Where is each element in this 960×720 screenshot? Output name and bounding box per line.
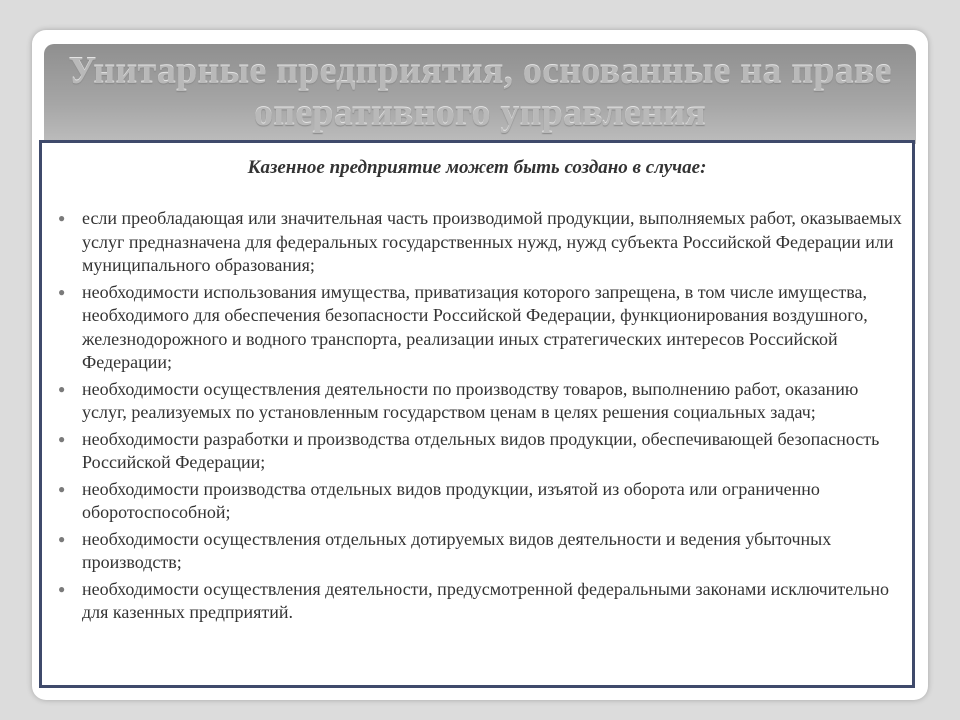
list-item-text: необходимости осуществления отдельных дотируемых видов деятельности и ведения убыточных производств;: [82, 528, 832, 572]
list-item: [58, 578, 906, 625]
bullet-icon: ●: [58, 581, 66, 596]
list-item-text: необходимости осуществления деятельности, предусмотренной федеральными законами исключительно для казенных предприятий.: [82, 578, 890, 622]
slide-subtitle: Казенное предприятие может быть создано в случае:: [247, 157, 707, 178]
content-box: [39, 140, 915, 688]
list-item: [58, 528, 906, 575]
list-item: [58, 378, 906, 425]
list-item: [58, 207, 906, 278]
list-item: [58, 478, 906, 525]
list-item-text: необходимости разработки и производства отдельных видов продукции, обеспечивающей безопасность Российской Федерации;: [82, 428, 880, 472]
list-item: [58, 281, 906, 375]
list-item-text: необходимости осуществления деятельности по производству товаров, выполнению работ, оказанию услуг, реализуемых по установленным государством ценам в целях решения социальных задач;: [82, 378, 859, 422]
list-item-text: необходимости использования имущества, приватизация которого запрещена, в том числе имущества, необходимого для обеспечения безопасности Российской Федерации, функционирования воздушного, железнодорожного и водного транспорта, реализации иных стратегических интересов Российской Федерации;: [82, 281, 868, 372]
list-item-text: необходимости производства отдельных видов продукции, изъятой из оборота или ограниченно оборотоспособной;: [82, 478, 820, 522]
bullet-icon: ●: [58, 284, 66, 299]
slide-title: Унитарные предприятия, основанные на праве оперативного управления: [68, 50, 892, 134]
bullet-icon: ●: [58, 531, 66, 546]
bullet-icon: ●: [58, 481, 66, 496]
bullet-icon: ●: [58, 431, 66, 446]
bullet-icon: ●: [58, 381, 66, 396]
bullet-list: [58, 207, 906, 628]
list-item-text: если преобладающая или значительная часть производимой продукции, выполняемых работ, оказываемых услуг предназначена для федеральных государственных нужд, нужд субъекта Российской Федерации или муниципального образования;: [82, 208, 902, 275]
bullet-icon: ●: [58, 211, 66, 225]
list-item: [58, 428, 906, 475]
